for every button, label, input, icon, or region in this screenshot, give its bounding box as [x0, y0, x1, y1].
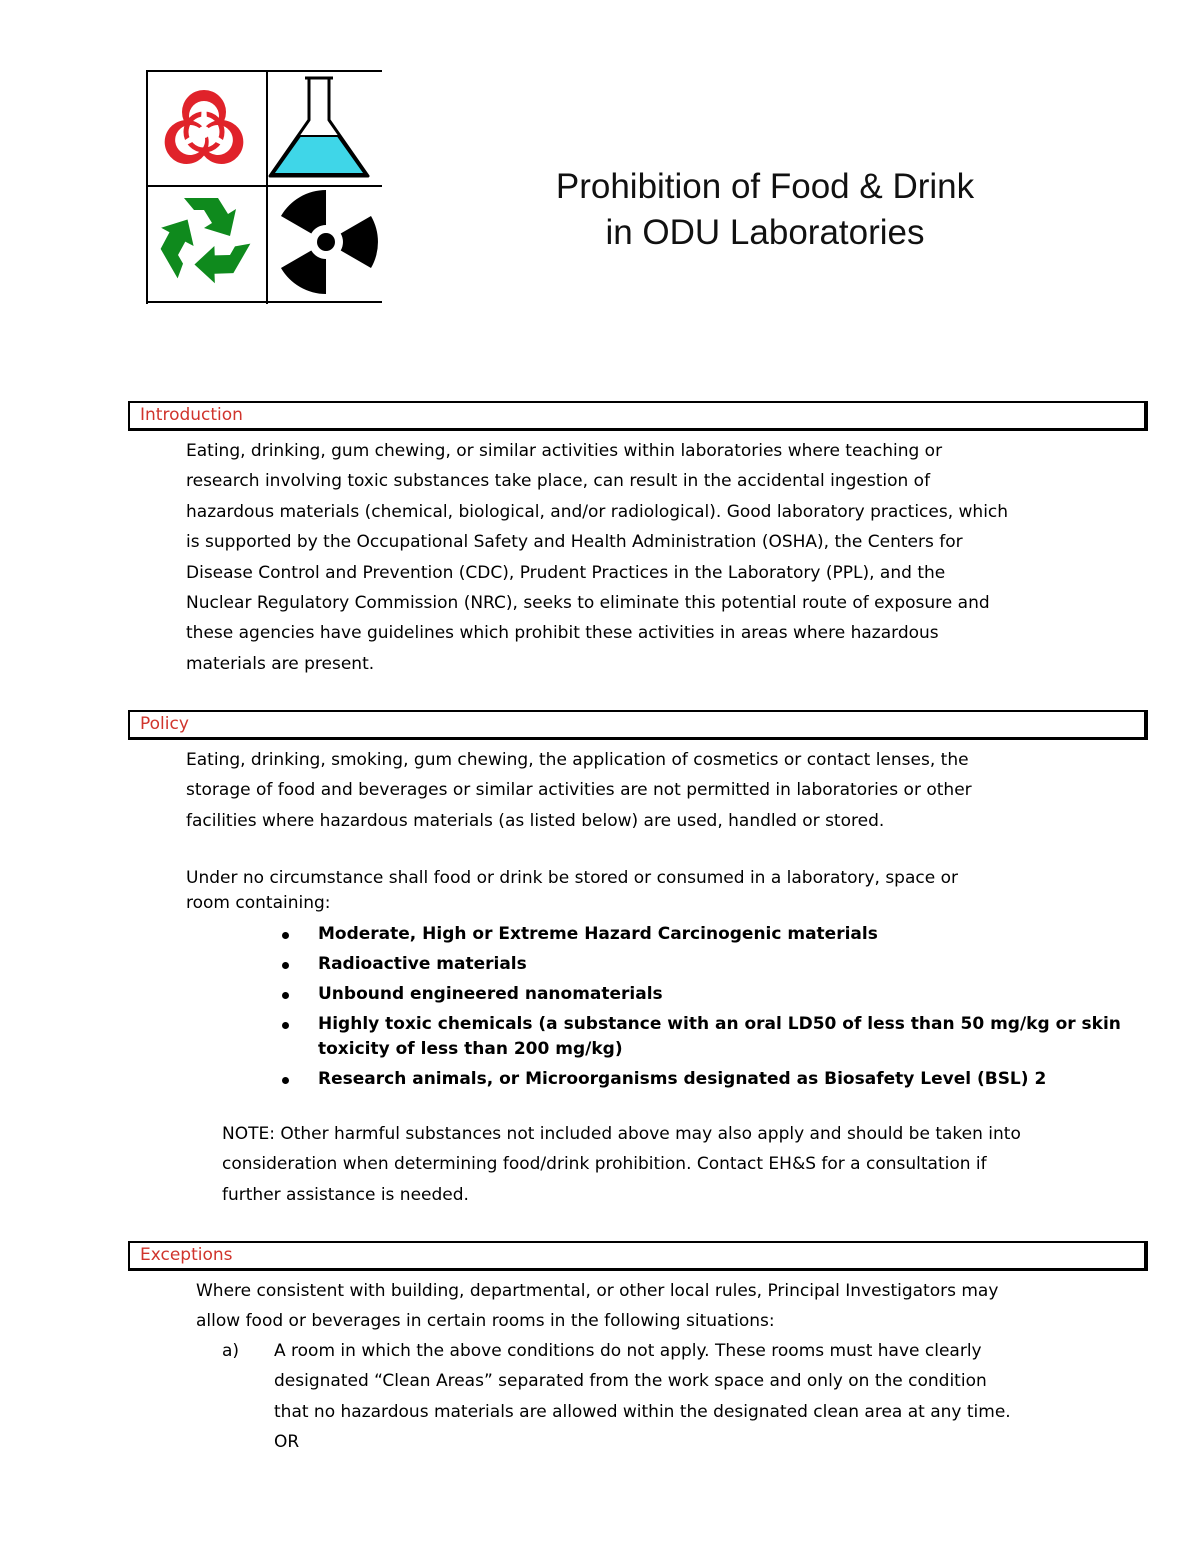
- list-marker: a): [222, 1341, 240, 1361]
- text-line: room containing:: [186, 893, 331, 913]
- page-title: [520, 164, 1010, 256]
- prohibited-materials-list: [280, 922, 1121, 1097]
- exceptions-paragraph: [196, 1276, 998, 1337]
- exceptions-heading: Exceptions: [140, 1245, 233, 1265]
- exceptions-heading-box: [128, 1241, 1148, 1271]
- text-line: Eating, drinking, gum chewing, or similar activities within laboratories where teaching or: [186, 441, 943, 461]
- policy-heading-box: [128, 710, 1148, 740]
- bullet-icon: [282, 992, 289, 999]
- list-item: Highly toxic chemicals (a substance with an oral LD50 of less than 50 mg/kg or skin toxicity of less than 200 mg/kg): [280, 1012, 1121, 1062]
- policy-note: [222, 1119, 1021, 1210]
- list-item: Research animals, or Microorganisms designated as Biosafety Level (BSL) 2: [280, 1067, 1121, 1092]
- text-line: consideration when determining food/drink prohibition. Contact EH&S for a consultation if: [222, 1154, 987, 1175]
- text-line: facilities where hazardous materials (as listed below) are used, handled or stored.: [186, 810, 885, 831]
- bullet-icon: [282, 1077, 289, 1084]
- list-item: Moderate, High or Extreme Hazard Carcinogenic materials: [280, 922, 1121, 947]
- policy-paragraph: [186, 745, 972, 836]
- introduction-heading-box: [128, 401, 1148, 431]
- text-line: is supported by the Occupational Safety and Health Administration (OSHA), the Centers for: [186, 532, 963, 553]
- radiation-icon: [278, 184, 378, 300]
- text-line: Nuclear Regulatory Commission (NRC), seeks to eliminate this potential route of exposure and: [186, 593, 990, 614]
- text-line: these agencies have guidelines which prohibit these activities in areas where hazardous: [186, 623, 939, 644]
- text-line: OR: [274, 1432, 300, 1453]
- text-line: that no hazardous materials are allowed within the designated clean area at any time.: [274, 1401, 1011, 1422]
- introduction-heading: Introduction: [140, 405, 243, 425]
- bullet-icon: [282, 1022, 289, 1029]
- list-item: Radioactive materials: [280, 952, 1121, 977]
- exception-item-a-text: [274, 1336, 1011, 1458]
- text-line: research involving toxic substances take place, can result in the accidental ingestion of: [186, 471, 931, 492]
- flask-icon: [270, 78, 368, 176]
- text-line: NOTE: Other harmful substances not included above may also apply and should be taken into: [222, 1124, 1021, 1144]
- list-item: Unbound engineered nanomaterials: [280, 982, 1121, 1007]
- text-line: designated “Clean Areas” separated from the work space and only on the condition: [274, 1371, 987, 1392]
- text-line: A room in which the above conditions do not apply. These rooms must have clearly: [274, 1341, 982, 1361]
- text-line: storage of food and beverages or similar activities are not permitted in laboratories or other: [186, 780, 972, 801]
- text-line: Where consistent with building, departmental, or other local rules, Principal Investigators may: [196, 1281, 999, 1301]
- text-line: Eating, drinking, smoking, gum chewing, the application of cosmetics or contact lenses, the: [186, 750, 969, 770]
- hazard-logo-grid: [146, 70, 382, 304]
- text-line: materials are present.: [186, 653, 375, 674]
- recycle-icon: [152, 198, 251, 289]
- text-line: allow food or beverages in certain rooms in the following situations:: [196, 1311, 775, 1332]
- introduction-paragraph: [186, 436, 1008, 679]
- biohazard-icon: [157, 90, 252, 172]
- policy-heading: Policy: [140, 714, 189, 734]
- policy-condition: [186, 866, 958, 916]
- text-line: hazardous materials (chemical, biological, and/or radiological). Good laboratory practices, which: [186, 501, 1009, 522]
- title-line-2: in ODU Laboratories: [605, 213, 925, 252]
- text-line: Under no circumstance shall food or drink be stored or consumed in a laboratory, space or: [186, 868, 958, 888]
- text-line: further assistance is needed.: [222, 1184, 469, 1205]
- logo-grid-lines: [146, 70, 382, 304]
- text-line: Disease Control and Prevention (CDC), Prudent Practices in the Laboratory (PPL), and the: [186, 562, 946, 583]
- title-line-1: Prohibition of Food & Drink: [555, 167, 975, 206]
- bullet-icon: [282, 932, 289, 939]
- bullet-icon: [282, 962, 289, 969]
